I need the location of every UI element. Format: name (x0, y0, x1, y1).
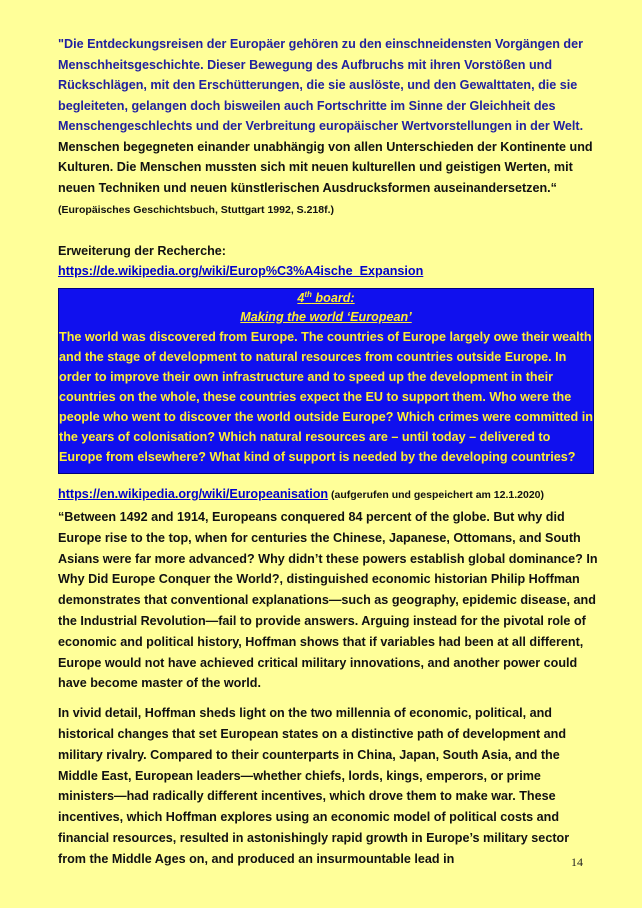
board-title (59, 289, 593, 308)
research-heading: Erweiterung der Recherche: (58, 243, 226, 258)
board-number-suffix: th (304, 289, 312, 299)
intro-quote-black: Menschen begegneten einander unabhängig von allen Unterschieden der Kontinente und Kulturen. Die Menschen mussten sich mit neuen kulturellen und geistigen Werten, mit neuen Techniken und neuen künstlerischen Ausdrucksformen auseinandersetzen.“ (58, 139, 593, 195)
research-link[interactable]: https://de.wikipedia.org/wiki/Europ%C3%A4ische_Expansion (58, 264, 424, 278)
board-label: board: (311, 290, 355, 305)
intro-quote (58, 34, 598, 221)
board-text: The world was discovered from Europe. The countries of Europe largely owe their wealth and the stage of development to natural resources from countries outside Europe. In order to improve their own infrastructure and to speed up the development in their countries on the whole, these countries expect the EU to support them. Who were the people who went to discover the world outside Europe? Which crimes were committed in the years of colonisation? Which natural resources are – until today – delivered to Europe from elsewhere? What kind of support is needed by the developing countries? (59, 329, 593, 464)
quote-paragraph-1: “Between 1492 and 1914, Europeans conquered 84 percent of the globe. But why did Europe rise to the top, when for centuries the Chinese, Japanese, Ottomans, and South Asians were far more advanced? Why didn’t these powers establish global dominance? In Why Did Europe Conquer the World?, distinguished economic historian Philip Hoffman demonstrates that conventional explanations—such as geography, epidemic disease, and the Industrial Revolution—fail to provide answers. Arguing instead for the pivotal role of economic and political history, Hoffman shows that if variables had been at all different, Europe would not have achieved critical military innovations, and another power could have become master of the world. (58, 510, 598, 691)
page-number: 14 (571, 855, 583, 869)
board-box (58, 288, 594, 474)
board-subtitle: Making the world ‘European’ (240, 309, 412, 324)
intro-source: (Europäisches Geschichtsbuch, Stuttgart 1992, S.218f.) (58, 204, 334, 216)
board-number: 4 (297, 290, 305, 305)
europeanisation-line (58, 484, 598, 506)
europeanisation-note: (aufgerufen und gespeichert am 12.1.2020) (328, 488, 545, 501)
document-page (58, 34, 598, 870)
spacer (58, 221, 598, 241)
quote-paragraph-2: In vivid detail, Hoffman sheds light on the two millennia of economic, political, and historical changes that set European states on a distinctive path of development and military rivalry. Compared to their counterparts in China, Japan, South Asia, and the Middle East, European leaders—whether chiefs, lords, kings, emperors, or prime ministers—had radically different incentives, which drove them to make war. These incentives, which Hoffman explores using an economic model of political costs and financial resources, resulted in astonishingly rapid growth in Europe’s military sector from the Middle Ages on, and produced an insurmountable lead in (58, 706, 570, 866)
research-link-line (58, 261, 598, 282)
intro-quote-blue: "Die Entdeckungsreisen der Europäer gehören zu den einschneidensten Vorgängen der Menschheitsgeschichte. Dieser Bewegung des Aufbruchs mit ihren Vorstößen und Rückschlägen, mit den Erschütterungen, die sie auslöste, und den Gewalttaten, die sie begleiteten, gelangen doch bisweilen auch Fortschritte im Sinne der Gleichheit des Menschengeschlechts und der Verbreitung europäischer Wertvorstellungen in der Welt. (58, 37, 584, 133)
europeanisation-link[interactable]: https://en.wikipedia.org/wiki/Europeanisation (58, 486, 329, 501)
